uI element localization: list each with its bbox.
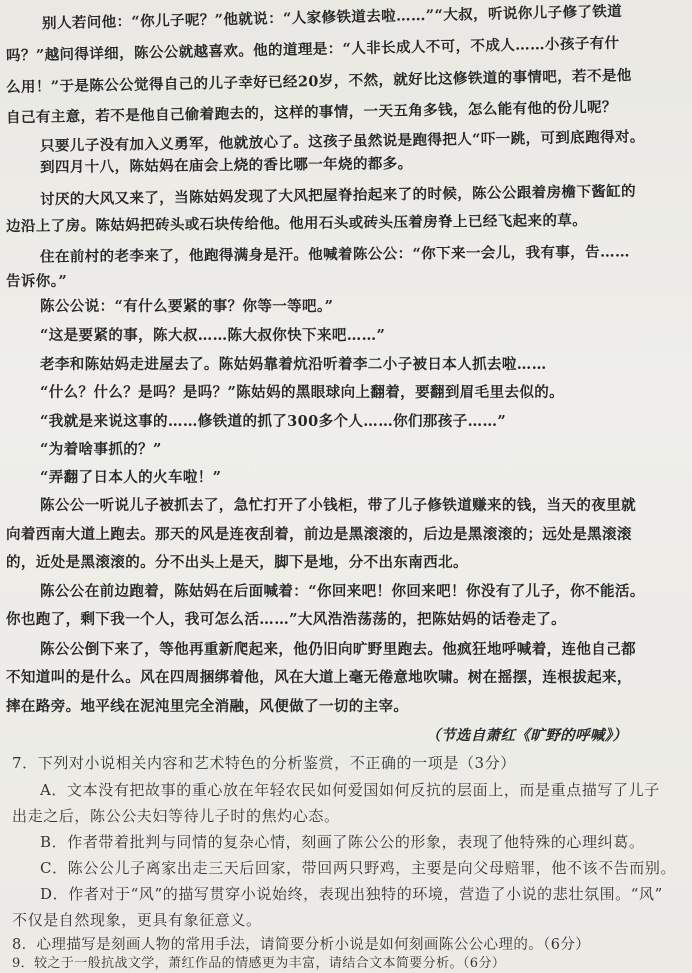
- question-8: 8．心理描写是刻画人物的常用手法，请简要分析小说是如何刻画陈公公心理的。（6分）: [12, 937, 591, 953]
- story-line: 只要儿子没有加入义勇军，他就放心了。这孩子虽然说是跑得把人“吓一跳，可到底跑得对。: [39, 128, 645, 155]
- story-line: 陈公公说：“有什么要紧的事？你等一等吧。”: [40, 298, 334, 315]
- story-line: 老李和陈姑妈走进屋去了。陈姑妈靠着炕沿听着李二小子被日本人抓去啦……: [40, 356, 547, 373]
- story-line: “我就是来说这事的……修铁道的抓了300多个人……你们那孩子……”: [40, 413, 507, 430]
- source-citation: （节选自萧红《旷野的呼喊》）: [426, 727, 628, 744]
- story-line: 到四月十八，陈姑妈在庙会上烧的香比哪一年烧的都多。: [39, 155, 413, 176]
- question-7-option-d-cont: 不仅是自然现象，更具有象征意义。: [12, 911, 262, 929]
- story-line: 住在前村的老李来了，他跑得满身是汗。他喊着陈公公：“你下来一会儿，我有事，告……: [39, 243, 630, 266]
- story-line: 吗？”越问得详细，陈公公就越喜欢。他的道理是：“人非长成人不可，不成人……小孩子有什: [5, 34, 620, 65]
- story-line: 别人若问他：“你儿子呢？”他就说：“人家修铁道去啦……”“大叔，听说你儿子修了铁道: [41, 2, 623, 33]
- story-line: “为着啥事抓的？”: [40, 441, 162, 458]
- question-7-option-a: A．文本没有把故事的重心放在年轻农民如何爱国如何反抗的层面上，而是重点描写了儿子: [40, 781, 660, 799]
- question-9: 9．较之于一般抗战文学，萧红作品的情感更为丰富，请结合文本简要分析。（6分）: [12, 956, 506, 971]
- question-7-option-c: C．陈公公儿子离家出走三天后回家，带回两只野鸡，主要是向父母赔罪，他不该不告而别。: [40, 859, 677, 877]
- story-line: 的，近处是黑滚滚的。分不出头上是天，脚下是地，分不出东南西北。: [6, 554, 468, 571]
- story-line: “这是要紧的事，陈大叔……陈大叔你快下来吧……”: [40, 327, 386, 344]
- story-line: 么用！”于是陈公公觉得自己的儿子幸好已经20岁，不然，就好比这修铁道的事情吧，若不是他: [5, 66, 632, 97]
- question-7-option-d: D．作者对于“风”的描写贯穿小说始终，表现出独特的环境，营造了小说的悲壮氛围。“风”: [40, 885, 663, 903]
- story-line: 向着西南大道上跑去。那天的风是连夜刮着，前边是黑滚滚的，后边是黑滚滚的；远处是黑滚滚: [6, 526, 632, 543]
- story-line: 陈公公在前边跑着，陈姑妈在后面喊着：“你回来吧！你回来吧！你没有了儿子，你不能活。: [40, 583, 645, 600]
- story-line: 不知道叫的是什么。风在四周捆绑着他，风在大道上毫无倦意地吹啸。树在摇摆，连根拔起来，: [6, 669, 632, 686]
- story-line: “什么？什么？是吗？是吗？”陈姑妈的黑眼球向上翻着，要翻到眉毛里去似的。: [40, 384, 565, 401]
- story-line: 讨厌的大风又来了，当陈姑妈发现了大风把屋脊抬起来了的时候，陈公公跟着房檐下酱缸的: [39, 182, 637, 209]
- story-line: 陈公公倒下来了，等他再重新爬起来，他仍旧向旷野里跑去。他疯狂地呼喊着，连他自己都: [40, 641, 636, 658]
- story-line: 边沿上了房。陈姑妈把砖头或石块传给他。他用石头或砖头压着房脊上已经飞起来的草。: [5, 211, 588, 236]
- story-line: “弄翻了日本人的火车啦！”: [40, 469, 222, 486]
- question-7-option-b: B．作者带着批判与同情的复杂心情，刻画了陈公公的形象，表现了他特殊的心理纠葛。: [40, 833, 645, 851]
- story-line: 告诉你。”: [6, 273, 68, 290]
- story-line: 你也跑了，剩下我一个人，我可怎么活……”大风浩浩荡荡的，把陈姑妈的话卷走了。: [6, 611, 567, 628]
- story-line: 摔在路旁。地平线在泥沌里完全消融，风便做了一切的主宰。: [6, 698, 409, 715]
- story-line: 陈公公一听说儿子被抓去了，急忙打开了小钱柜，带了儿子修铁道赚来的钱，当天的夜里就: [40, 497, 636, 514]
- question-7-option-a-cont: 出走之后，陈公公夫妇等待儿子时的焦灼心态。: [12, 807, 340, 825]
- question-7-stem: 7．下列对小说相关内容和艺术特色的分析鉴赏，不正确的一项是（3分）: [12, 754, 516, 772]
- story-line: 自己有主意，若不是他自己偷着跑去的，这样的事情，一天五角多钱，怎么能有他的份儿呢？: [5, 98, 618, 127]
